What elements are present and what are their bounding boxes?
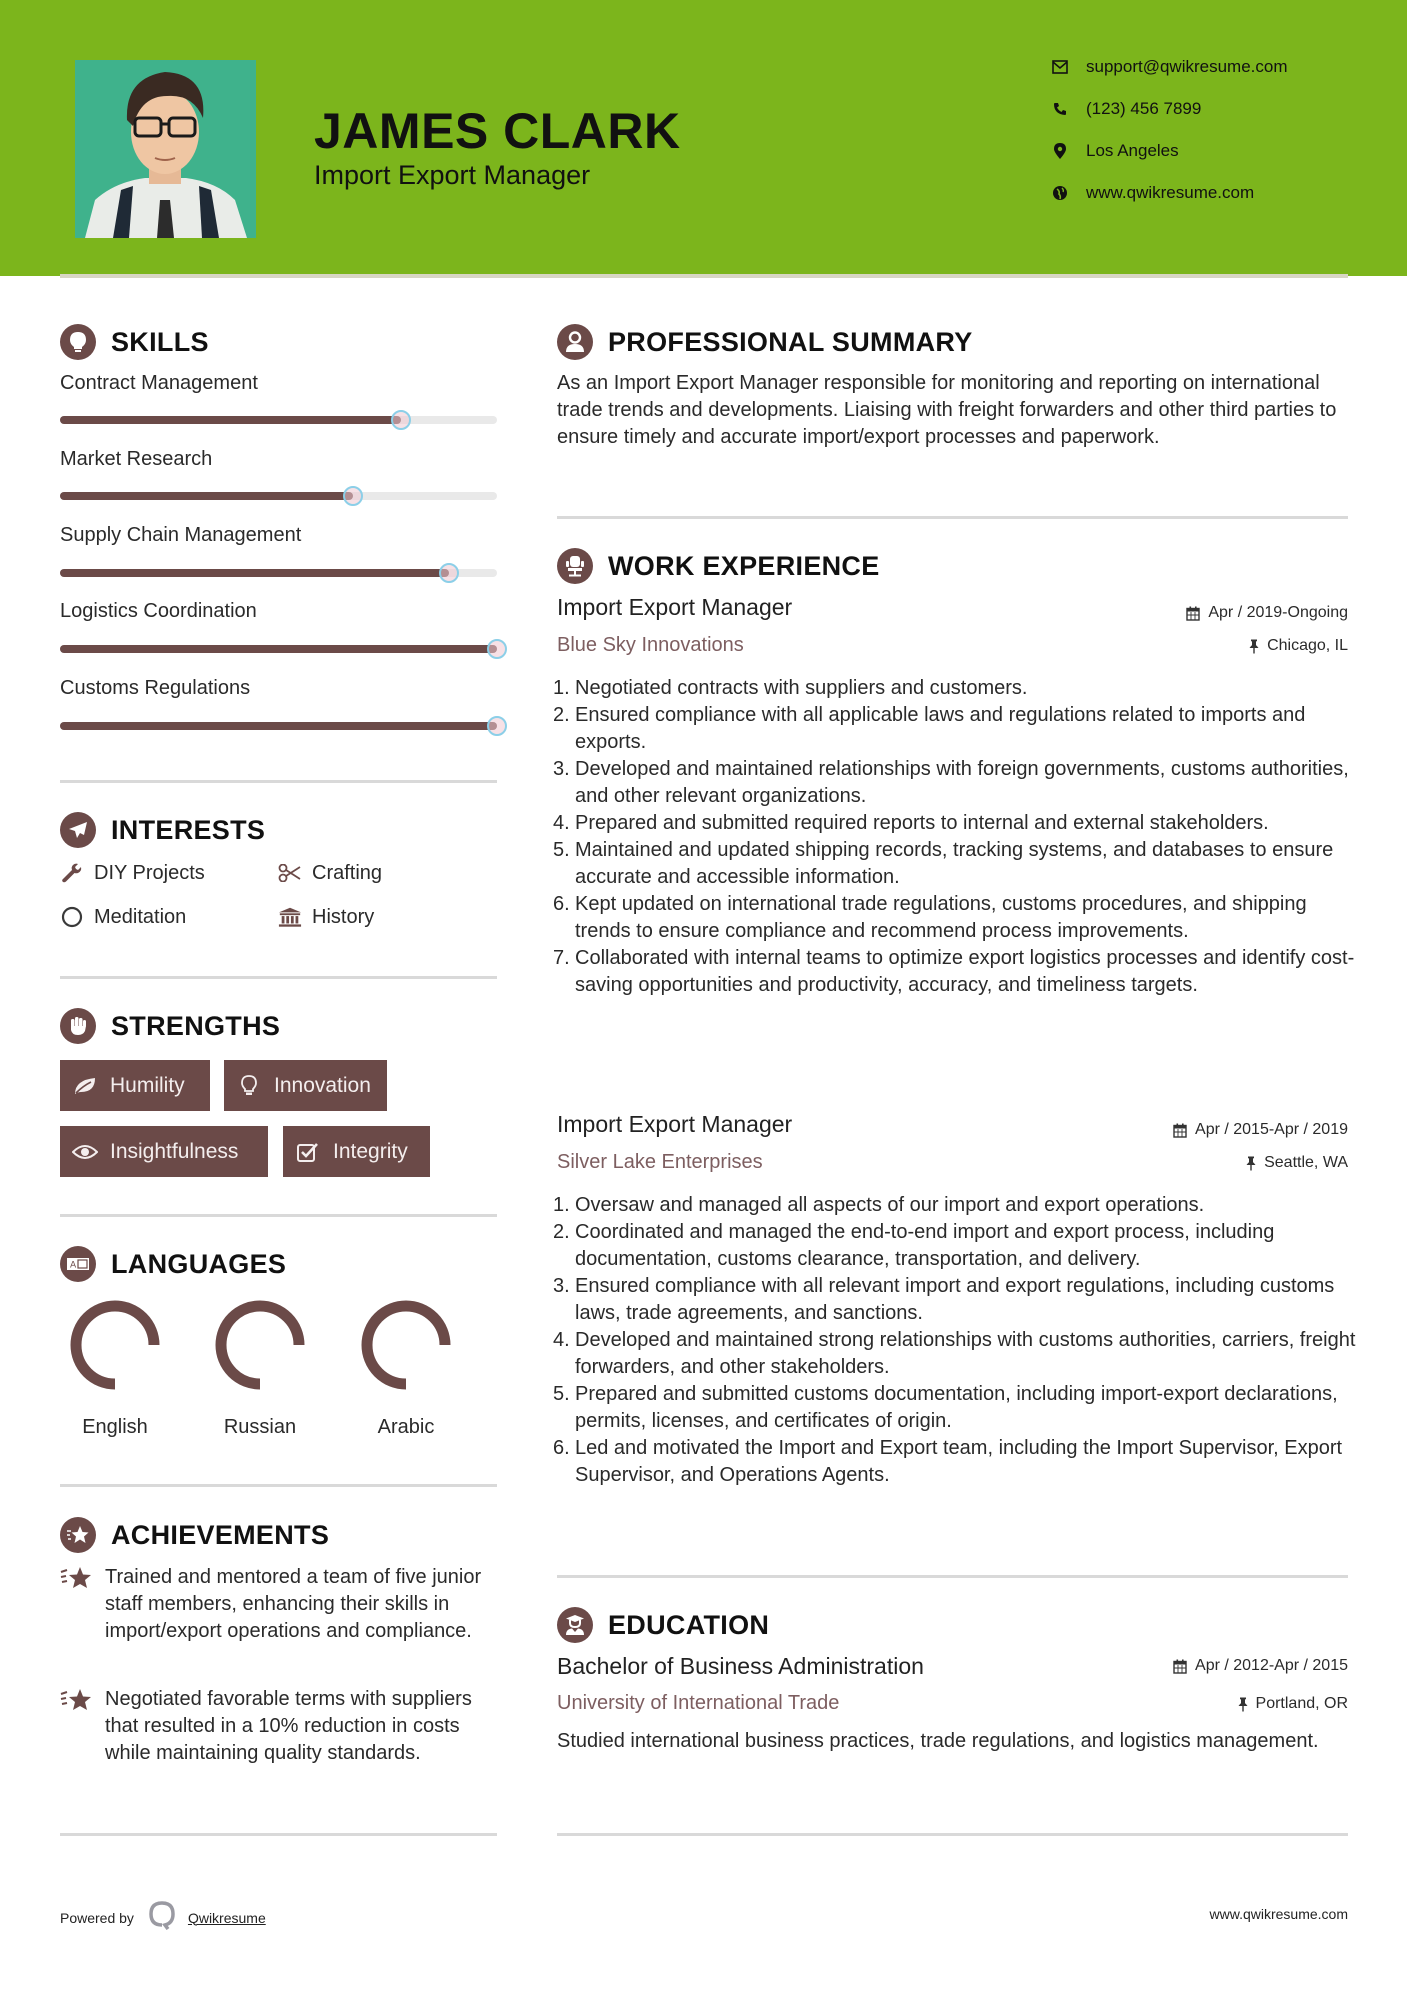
job-title: Import Export Manager bbox=[557, 1111, 793, 1137]
skill-bar-knob bbox=[487, 639, 507, 659]
job-duties-list bbox=[553, 675, 1357, 999]
summary-section-title: PROFESSIONAL SUMMARY bbox=[557, 324, 973, 360]
duty-item: 6. Led and motivated the Import and Export team, including the Import Supervisor, Export Supervisor, and Operations Agents. bbox=[553, 1437, 1343, 1486]
pushpin-icon bbox=[1249, 639, 1259, 654]
skill-bar-knob bbox=[439, 563, 459, 583]
job-location: Chicago, IL bbox=[1249, 637, 1348, 655]
skills-section-title: SKILLS bbox=[60, 324, 209, 360]
skill-bar-logistics-coordination bbox=[60, 645, 497, 653]
interests-section-title: INTERESTS bbox=[60, 812, 265, 848]
section-divider bbox=[557, 1575, 1348, 1578]
paper-plane-icon bbox=[60, 812, 96, 848]
qwikresume-logo-icon bbox=[148, 1900, 176, 1935]
school-name: University of International Trade bbox=[557, 1692, 840, 1714]
museum-icon bbox=[278, 905, 302, 929]
footer-powered-by: Powered by Qwikresume bbox=[60, 1900, 266, 1935]
job-dates: Apr / 2019-Ongoing bbox=[1186, 604, 1348, 622]
lightbulb-icon bbox=[60, 324, 96, 360]
strength-chip-insightfulness: Insightfulness bbox=[60, 1126, 268, 1177]
strength-chip-innovation: Innovation bbox=[224, 1060, 387, 1111]
resume-header bbox=[0, 0, 1407, 276]
contact-email[interactable]: support@qwikresume.com bbox=[1050, 55, 1288, 79]
section-divider bbox=[60, 976, 497, 979]
language-ring bbox=[70, 1300, 160, 1390]
skill-bar-fill bbox=[60, 645, 497, 653]
language-item-arabic: Arabic bbox=[351, 1300, 461, 1439]
interest-item-meditation: Meditation bbox=[60, 905, 186, 929]
header-divider bbox=[60, 274, 1348, 278]
summary-text: As an Import Export Manager responsible for monitoring and reporting on international trade trends and developments. Liaising with freight forwarders and other third parties to ensure timely and accurate import/export processes and paperwork. bbox=[557, 372, 1337, 448]
skill-bar-customs-regulations bbox=[60, 722, 497, 730]
skill-bar-fill bbox=[60, 722, 497, 730]
section-divider bbox=[60, 1833, 497, 1836]
lightbulb-icon bbox=[236, 1075, 262, 1097]
job-dates: Apr / 2015-Apr / 2019 bbox=[1173, 1121, 1348, 1139]
envelope-icon bbox=[1050, 57, 1070, 77]
interest-item-history: History bbox=[278, 905, 374, 929]
scissors-icon bbox=[278, 861, 302, 885]
eye-icon bbox=[72, 1141, 98, 1163]
language-ring bbox=[215, 1300, 305, 1390]
language-ring bbox=[361, 1300, 451, 1390]
translate-icon bbox=[60, 1246, 96, 1282]
education-description: Studied international business practices, trade regulations, and logistics management. bbox=[557, 1730, 1319, 1752]
user-icon bbox=[557, 324, 593, 360]
contact-phone[interactable]: (123) 456 7899 bbox=[1050, 97, 1201, 121]
map-pin-icon bbox=[1050, 141, 1070, 161]
skill-label: Market Research bbox=[60, 448, 213, 470]
profile-photo bbox=[75, 60, 256, 238]
duty-item: 1. Oversaw and managed all aspects of our import and export operations. bbox=[553, 1194, 1205, 1216]
job-title: Import Export Manager bbox=[557, 594, 793, 620]
profile-photo-illustration bbox=[75, 60, 256, 238]
office-chair-icon bbox=[557, 548, 593, 584]
strengths-section-title: STRENGTHS bbox=[60, 1008, 280, 1044]
language-item-russian: Russian bbox=[205, 1300, 315, 1439]
calendar-icon bbox=[1186, 606, 1200, 621]
section-divider bbox=[60, 780, 497, 783]
duty-item: 6. Kept updated on international trade regulations, customs procedures, and shipping trends to ensure compliance and recommend process improvements. bbox=[553, 893, 1307, 942]
candidate-title: Import Export Manager bbox=[314, 160, 591, 190]
interest-item-crafting: Crafting bbox=[278, 861, 382, 885]
experience-section-title: WORK EXPERIENCE bbox=[557, 548, 880, 584]
pushpin-icon bbox=[1238, 1697, 1248, 1712]
strength-chip-integrity: Integrity bbox=[283, 1126, 430, 1177]
phone-icon bbox=[1050, 99, 1070, 119]
skill-bar-fill bbox=[60, 416, 401, 424]
skill-bar-contract-management bbox=[60, 416, 497, 424]
wrench-icon bbox=[60, 861, 84, 885]
section-divider bbox=[60, 1214, 497, 1217]
section-divider bbox=[557, 516, 1348, 519]
skill-label: Customs Regulations bbox=[60, 677, 251, 699]
education-section-title: EDUCATION bbox=[557, 1607, 769, 1643]
footer-website-link[interactable]: www.qwikresume.com bbox=[1209, 1906, 1348, 1922]
education-dates: Apr / 2012-Apr / 2015 bbox=[1173, 1657, 1348, 1675]
fist-icon bbox=[60, 1008, 96, 1044]
pushpin-icon bbox=[1246, 1156, 1256, 1171]
interest-item-diy-projects: DIY Projects bbox=[60, 861, 205, 885]
skill-label: Supply Chain Management bbox=[60, 524, 302, 546]
language-item-english: English bbox=[60, 1300, 170, 1439]
achievements-section-title: ACHIEVEMENTS bbox=[60, 1517, 329, 1553]
duty-item: 7. Collaborated with internal teams to optimize export logistics processes and identify cost-saving opportunities and productivity, accuracy, and timeliness targets. bbox=[553, 947, 1355, 996]
achievement-item: Trained and mentored a team of five junior staff members, enhancing their skills in import/export operations and compliance. bbox=[60, 1564, 500, 1645]
duty-item: 4. Developed and maintained strong relationships with customs authorities, carriers, freight forwarders, and other stakeholders. bbox=[553, 1329, 1356, 1378]
qwikresume-link[interactable]: Qwikresume bbox=[187, 1909, 266, 1926]
calendar-icon bbox=[1173, 1123, 1187, 1138]
duty-item: 3. Ensured compliance with all relevant import and export regulations, including customs laws, trade agreements, and sanctions. bbox=[553, 1275, 1335, 1324]
graduate-icon bbox=[557, 1607, 593, 1643]
shooting-star-icon bbox=[60, 1686, 94, 1767]
section-divider bbox=[557, 1833, 1348, 1836]
star-icon bbox=[60, 1517, 96, 1553]
skill-bar-supply-chain-management bbox=[60, 569, 497, 577]
duty-item: 5. Maintained and updated shipping records, tracking systems, and databases to ensure accurate and accessible information. bbox=[553, 839, 1334, 888]
skill-bar-knob bbox=[343, 486, 363, 506]
skill-bar-knob bbox=[487, 716, 507, 736]
svg-text:A: A bbox=[70, 1260, 77, 1271]
candidate-name: JAMES CLARK bbox=[314, 103, 681, 159]
globe-icon bbox=[1050, 183, 1070, 203]
strength-chip-humility: Humility bbox=[60, 1060, 210, 1111]
skill-label: Contract Management bbox=[60, 372, 258, 394]
skill-bar-market-research bbox=[60, 492, 497, 500]
skill-bar-fill bbox=[60, 492, 353, 500]
achievement-item: Negotiated favorable terms with suppliers that resulted in a 10% reduction in costs while maintaining quality standards. bbox=[60, 1686, 500, 1767]
job-location: Seattle, WA bbox=[1246, 1154, 1348, 1172]
duty-item: 2. Coordinated and managed the end-to-end import and export process, including documentation, customs clearance, transportation, and delivery. bbox=[553, 1221, 1275, 1270]
skill-bar-fill bbox=[60, 569, 449, 577]
contact-location: Los Angeles bbox=[1050, 139, 1179, 163]
languages-section-title: A LANGUAGES bbox=[60, 1246, 286, 1282]
degree-title: Bachelor of Business Administration bbox=[557, 1653, 924, 1679]
company-name: Blue Sky Innovations bbox=[557, 634, 744, 656]
section-divider bbox=[60, 1484, 497, 1487]
education-location: Portland, OR bbox=[1238, 1695, 1348, 1713]
check-square-icon bbox=[295, 1141, 321, 1163]
duty-item: 4. Prepared and submitted required reports to internal and external stakeholders. bbox=[553, 812, 1269, 834]
duty-item: 3. Developed and maintained relationships with foreign governments, customs authorities, and other relevant organizations. bbox=[553, 758, 1349, 807]
duty-item: 2. Ensured compliance with all applicable laws and regulations related to imports and exports. bbox=[553, 704, 1306, 753]
leaf-icon bbox=[72, 1075, 98, 1097]
skill-label: Logistics Coordination bbox=[60, 600, 257, 622]
skill-bar-knob bbox=[391, 410, 411, 430]
company-name: Silver Lake Enterprises bbox=[557, 1151, 763, 1173]
duty-item: 1. Negotiated contracts with suppliers and customers. bbox=[553, 677, 1028, 699]
duty-item: 5. Prepared and submitted customs documentation, including import-export declarations, permits, licenses, and certificates of origin. bbox=[553, 1383, 1338, 1432]
shooting-star-icon bbox=[60, 1564, 94, 1645]
circle-icon bbox=[60, 905, 84, 929]
job-duties-list bbox=[553, 1192, 1357, 1489]
calendar-icon bbox=[1173, 1659, 1187, 1674]
contact-website[interactable]: www.qwikresume.com bbox=[1050, 181, 1254, 205]
